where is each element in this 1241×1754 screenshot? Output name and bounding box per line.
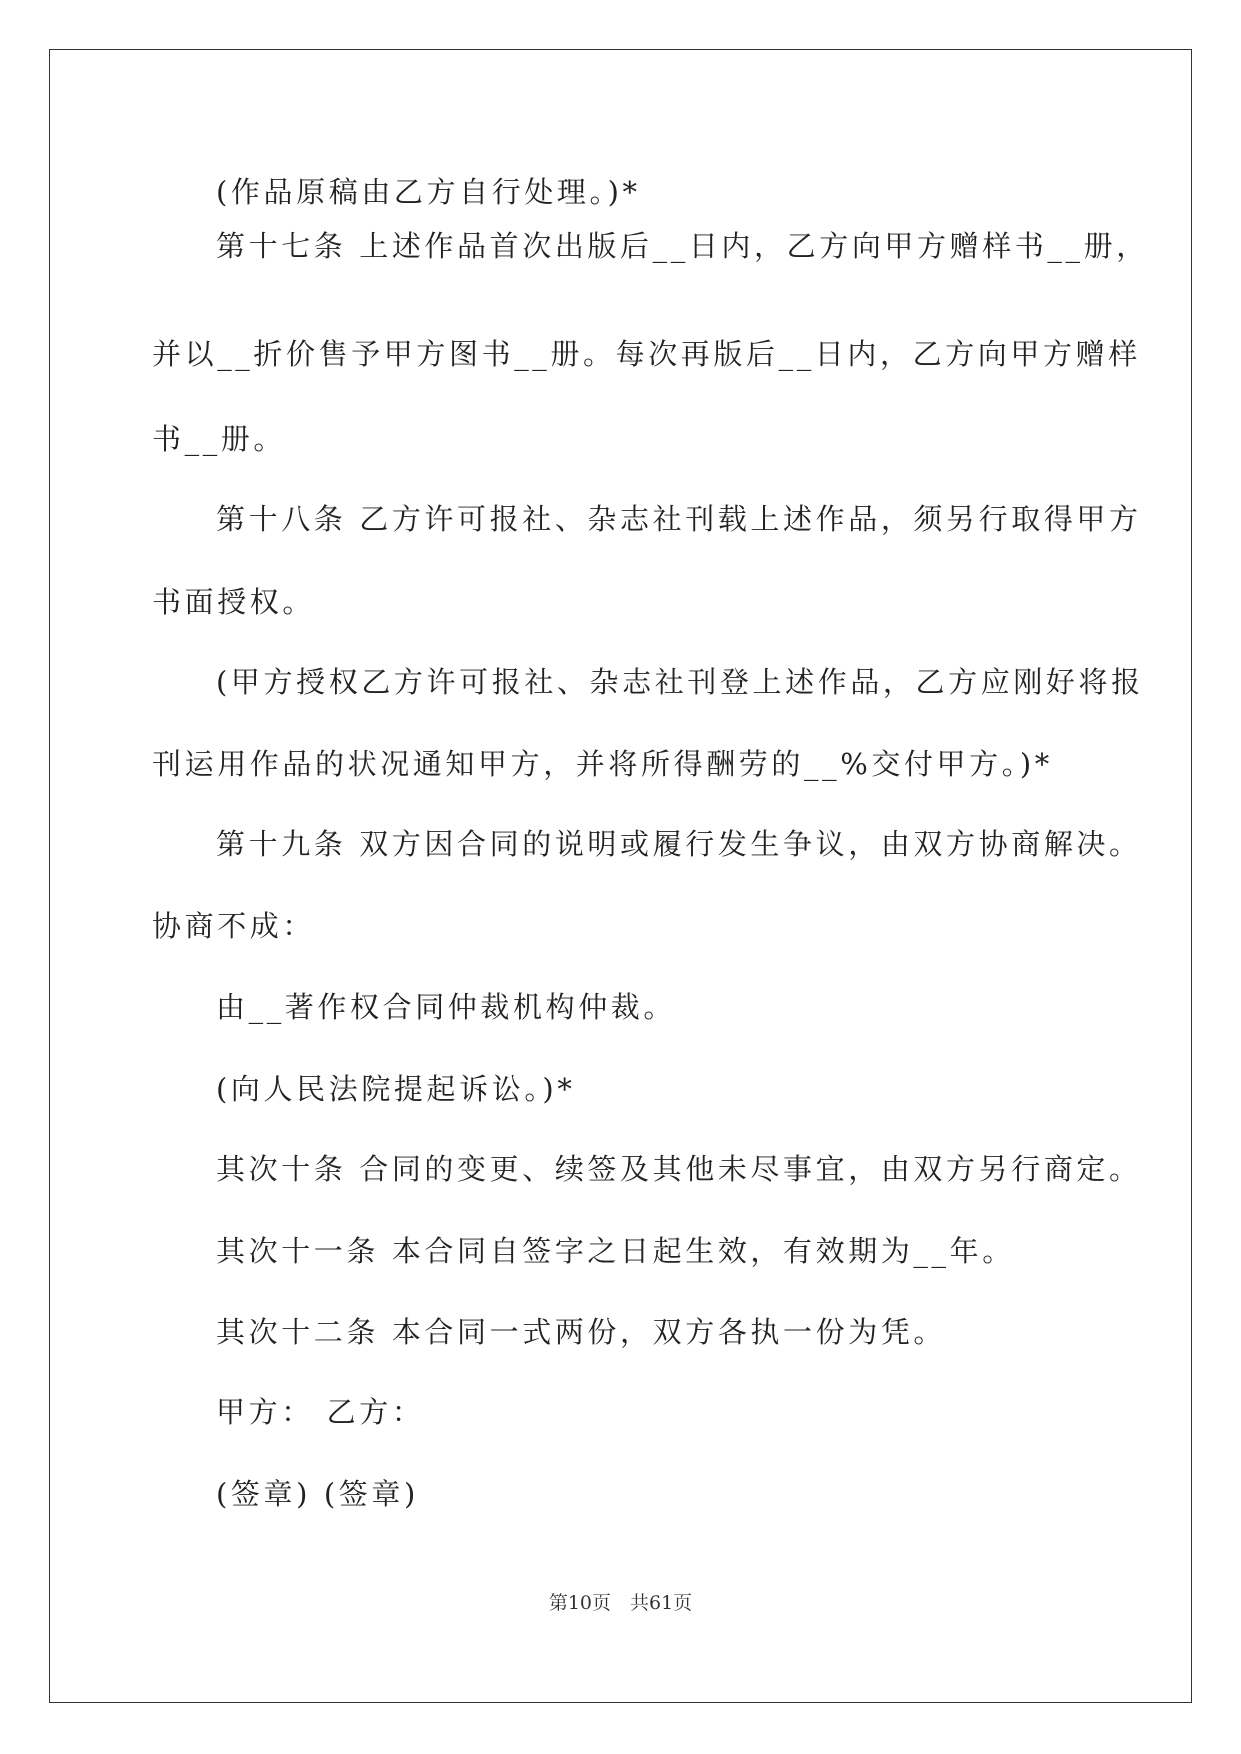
- paragraph-line: 第十九条 双方因合同的说明或履行发生争议，由双方协商解决。: [216, 827, 1142, 861]
- paragraph-line: 书面授权。: [152, 585, 316, 619]
- page-border: [49, 49, 1192, 1703]
- paragraph-line: 刊运用作品的状况通知甲方，并将所得酬劳的__%交付甲方。)*: [152, 747, 1053, 781]
- paragraph-line: 其次十条 合同的变更、续签及其他未尽事宜，由双方另行商定。: [216, 1152, 1142, 1186]
- paragraph-line: (甲方授权乙方许可报社、杂志社刊登上述作品，乙方应刚好将报: [216, 665, 1144, 699]
- page-number-footer: 第10页 共61页: [548, 1592, 693, 1614]
- paragraph-line: 并以__折价售予甲方图书__册。每次再版后__日内，乙方向甲方赠样: [152, 337, 1141, 371]
- paragraph-line: 第十七条 上述作品首次出版后__日内，乙方向甲方赠样书__册，: [216, 229, 1149, 263]
- signature-seals: (签章) (签章): [216, 1477, 419, 1511]
- paragraph-line: 书__册。: [152, 422, 287, 456]
- paragraph-line: 其次十一条 本合同自签字之日起生效，有效期为__年。: [216, 1234, 1015, 1268]
- paragraph-line: 协商不成：: [152, 909, 316, 943]
- paragraph-line: (作品原稿由乙方自行处理。)*: [216, 175, 641, 209]
- signature-labels: 甲方： 乙方：: [216, 1395, 425, 1429]
- paragraph-line: 其次十二条 本合同一式两份，双方各执一份为凭。: [216, 1315, 947, 1349]
- paragraph-line: 由__著作权合同仲裁机构仲裁。: [216, 990, 677, 1024]
- paragraph-line: (向人民法院提起诉讼。)*: [216, 1072, 576, 1106]
- paragraph-line: 第十八条 乙方许可报社、杂志社刊载上述作品，须另行取得甲方: [216, 502, 1142, 536]
